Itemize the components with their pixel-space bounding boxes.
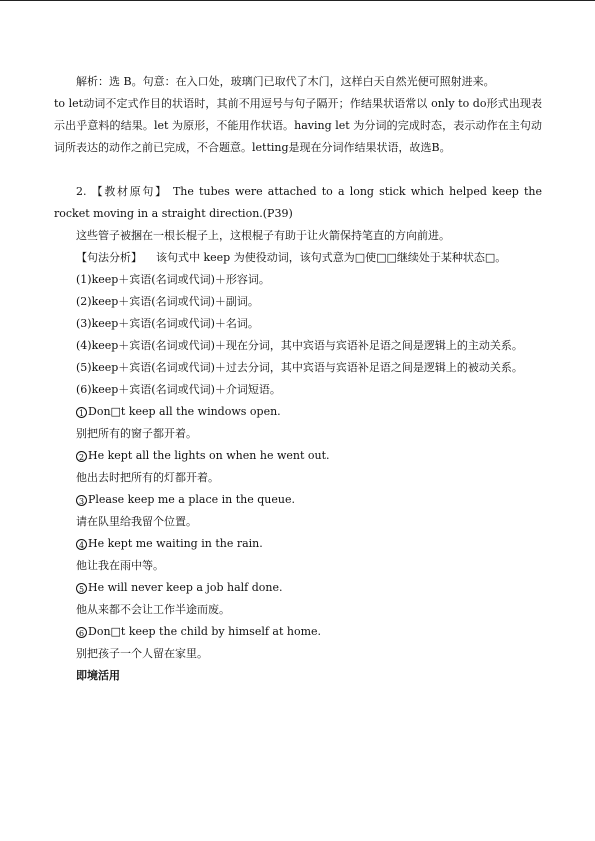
example-2-zh: 他出去时把所有的灯都开着。 (76, 471, 219, 484)
circled-number: 6 (76, 627, 87, 638)
top-rule (0, 0, 595, 1)
item-2-heading: 2. 【教材原句】 The tubes were attached to a long stick which helped keep the rocket moving in a straight direction.(P39) (54, 185, 542, 220)
circled-number: 3 (76, 495, 87, 506)
syntax-analysis-label: 【句法分析】 (76, 251, 142, 264)
example-6-zh: 别把孩子一个人留在家里。 (76, 647, 208, 660)
pattern-1: (1)keep＋宾语(名词或代词)＋形容词。 (76, 273, 270, 286)
example-4-zh: 他让我在雨中等。 (76, 559, 164, 572)
example-1-en: 1 Don□t keep all the windows open. (76, 401, 542, 423)
example-3-en: 3 Please keep me a place in the queue. (76, 489, 542, 511)
example-5-zh: 他从来都不会让工作半途而废。 (76, 603, 230, 616)
circled-number: 4 (76, 539, 87, 550)
document-page (54, 71, 542, 687)
syntax-analysis-text: 该句式中 keep 为使役动词，该句式意为□使□□继续处于某种状态□。 (156, 251, 507, 264)
pattern-4: (4)keep＋宾语(名词或代词)＋现在分词，其中宾语与宾语补足语之间是逻辑上的主动关系。 (76, 339, 523, 352)
item-2-translation: 这些管子被捆在一根长棍子上，这根棍子有助于让火箭保持笔直的方向前进。 (76, 229, 450, 242)
pattern-5: (5)keep＋宾语(名词或代词)＋过去分词，其中宾语与宾语补足语之间是逻辑上的被动关系。 (76, 361, 523, 374)
example-1-zh: 别把所有的窗子都开着。 (76, 427, 197, 440)
analysis-body: to let动词不定式作目的状语时，其前不用逗号与句子隔开；作结果状语常以 only to do形式出现表示出乎意料的结果。let 为原形，不能用作状语。having let 为分词的完成时态，表示动作在主句动词所表达的动作之前已完成，不合题意。letting是现在分词作结果状语，故选B。 (54, 97, 542, 154)
example-2-en: 2 He kept all the lights on when he went out. (76, 445, 542, 467)
circled-number: 2 (76, 451, 87, 462)
circled-number: 5 (76, 583, 87, 594)
pattern-3: (3)keep＋宾语(名词或代词)＋名词。 (76, 317, 259, 330)
example-4-en: 4 He kept me waiting in the rain. (76, 533, 542, 555)
example-5-en: 5 He will never keep a job half done. (76, 577, 542, 599)
circled-number: 1 (76, 407, 87, 418)
pattern-6: (6)keep＋宾语(名词或代词)＋介词短语。 (76, 383, 281, 396)
section-heading: 即境活用 (76, 669, 120, 682)
examples-list (54, 401, 542, 687)
example-3-zh: 请在队里给我留个位置。 (76, 515, 197, 528)
pattern-2: (2)keep＋宾语(名词或代词)＋副词。 (76, 295, 259, 308)
syntax-analysis (54, 247, 542, 269)
example-6-en: 6 Don□t keep the child by himself at home. (76, 621, 542, 643)
analysis-line: 解析：选 B。句意：在入口处，玻璃门已取代了木门，这样白天自然光便可照射进来。 (76, 75, 495, 88)
spacer (54, 159, 542, 181)
